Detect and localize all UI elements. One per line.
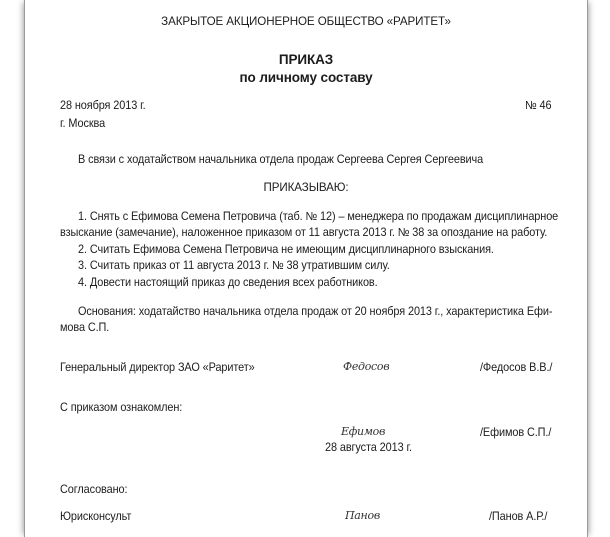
agreed-label: Согласовано: — [60, 483, 128, 496]
employee-signature: Ефимов — [341, 425, 386, 438]
lawyer-position: Юрисконсульт — [60, 510, 132, 523]
org-name: ЗАКРЫТОЕ АКЦИОНЕРНОЕ ОБЩЕСТВО «РАРИТЕТ» — [161, 15, 451, 28]
basis-line: Основания: ходатайство начальника отдела продаж от 20 ноября 2013 г., характеристика Ефи- — [78, 305, 553, 318]
document-city: г. Москва — [60, 117, 106, 130]
director-position: Генеральный директор ЗАО «Раритет» — [60, 361, 255, 374]
order-item: 4. Довести настоящий приказ до сведения всех работников. — [78, 276, 378, 289]
director-name: /Федосов В.В./ — [480, 361, 553, 374]
document-date: 28 ноября 2013 г. — [60, 99, 146, 112]
preamble: В связи с ходатайством начальника отдела продаж Сергеева Сергея Сергеевича — [78, 153, 484, 166]
employee-name: /Ефимов С.П./ — [480, 426, 552, 439]
lawyer-name: /Панов А.Р./ — [489, 510, 548, 523]
order-item: 1. Снять с Ефимова Семена Петровича (таб. № 12) – менеджера по продажам дисциплинарное — [78, 210, 559, 223]
lawyer-signature: Панов — [345, 509, 380, 522]
acquainted-label: С приказом ознакомлен: — [60, 401, 183, 414]
order-item: 3. Считать приказ от 11 августа 2013 г. № 38 утратившим силу. — [78, 259, 390, 272]
order-item: 2. Считать Ефимова Семена Петровича не имеющим дисциплинарного взыскания. — [78, 243, 494, 256]
document-page — [24, 0, 588, 537]
document-title: ПРИКАЗ — [278, 52, 334, 67]
director-signature: Федосов — [343, 360, 390, 373]
basis-line: мова С.П. — [60, 321, 110, 334]
acquainted-date: 28 августа 2013 г. — [325, 441, 412, 454]
order-item: взыскание (замечание), наложенное приказом от 11 августа 2013 г. № 38 за опоздание на работу. — [60, 226, 548, 239]
document-subtitle: по личному составу — [239, 70, 373, 85]
order-word: ПРИКАЗЫВАЮ: — [263, 181, 349, 194]
document-number: № 46 — [525, 99, 552, 112]
